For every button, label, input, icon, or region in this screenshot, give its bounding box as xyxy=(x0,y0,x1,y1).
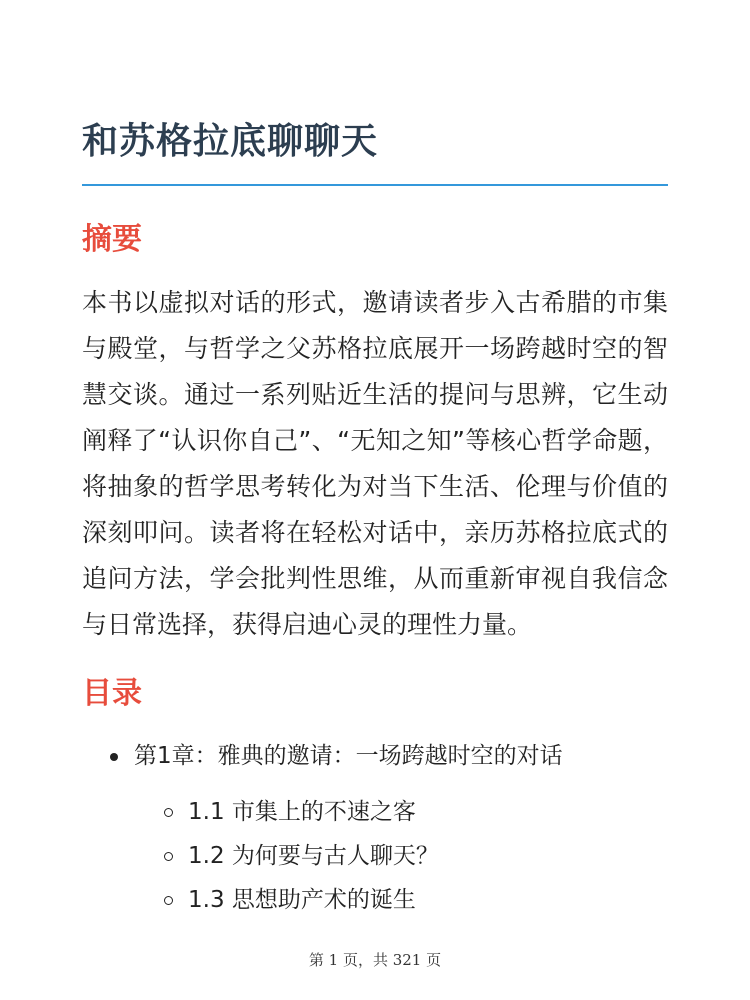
toc-section-label: 1.2 为何要与古人聊天？ xyxy=(188,843,439,869)
toc-heading: 目录 xyxy=(82,676,142,711)
toc-chapter-1 xyxy=(82,734,668,778)
bullet-circle-icon xyxy=(164,808,173,817)
toc-section-label: 1.3 思想助产术的诞生 xyxy=(188,887,416,913)
page-footer: 第 1 页，共 321 页 xyxy=(308,951,442,969)
table-of-contents xyxy=(82,734,668,778)
toc-chapter-label: 第1章：雅典的邀请：一场跨越时空的对话 xyxy=(134,743,563,769)
title-divider xyxy=(82,184,668,186)
abstract-paragraph: 本书以虚拟对话的形式，邀请读者步入古希腊的市集与殿堂，与哲学之父苏格拉底展开一场跨越时空的智慧交谈。通过一系列贴近生活的提问与思辨，它生动阐释了“认识你自己”、“无知之知”等核心哲学命题，将抽象的哲学思考转化为对当下生活、伦理与价值的深刻叩问。读者将在轻松对话中，亲历苏格拉底式的追问方法，学会批判性思维，从而重新审视自我信念与日常选择，获得启迪心灵的理性力量。 xyxy=(82,288,668,639)
toc-section-1-1 xyxy=(82,790,668,834)
bullet-circle-icon xyxy=(164,852,173,861)
toc-section-label: 1.1 市集上的不速之客 xyxy=(188,799,416,825)
book-title: 和苏格拉底聊聊天 xyxy=(82,121,379,162)
bullet-disc-icon xyxy=(110,753,118,761)
abstract-heading: 摘要 xyxy=(82,222,142,257)
bullet-circle-icon xyxy=(164,896,173,905)
toc-section-1-2 xyxy=(82,834,668,878)
toc-chapter-1-sections xyxy=(82,790,668,922)
toc-section-1-3 xyxy=(82,878,668,922)
